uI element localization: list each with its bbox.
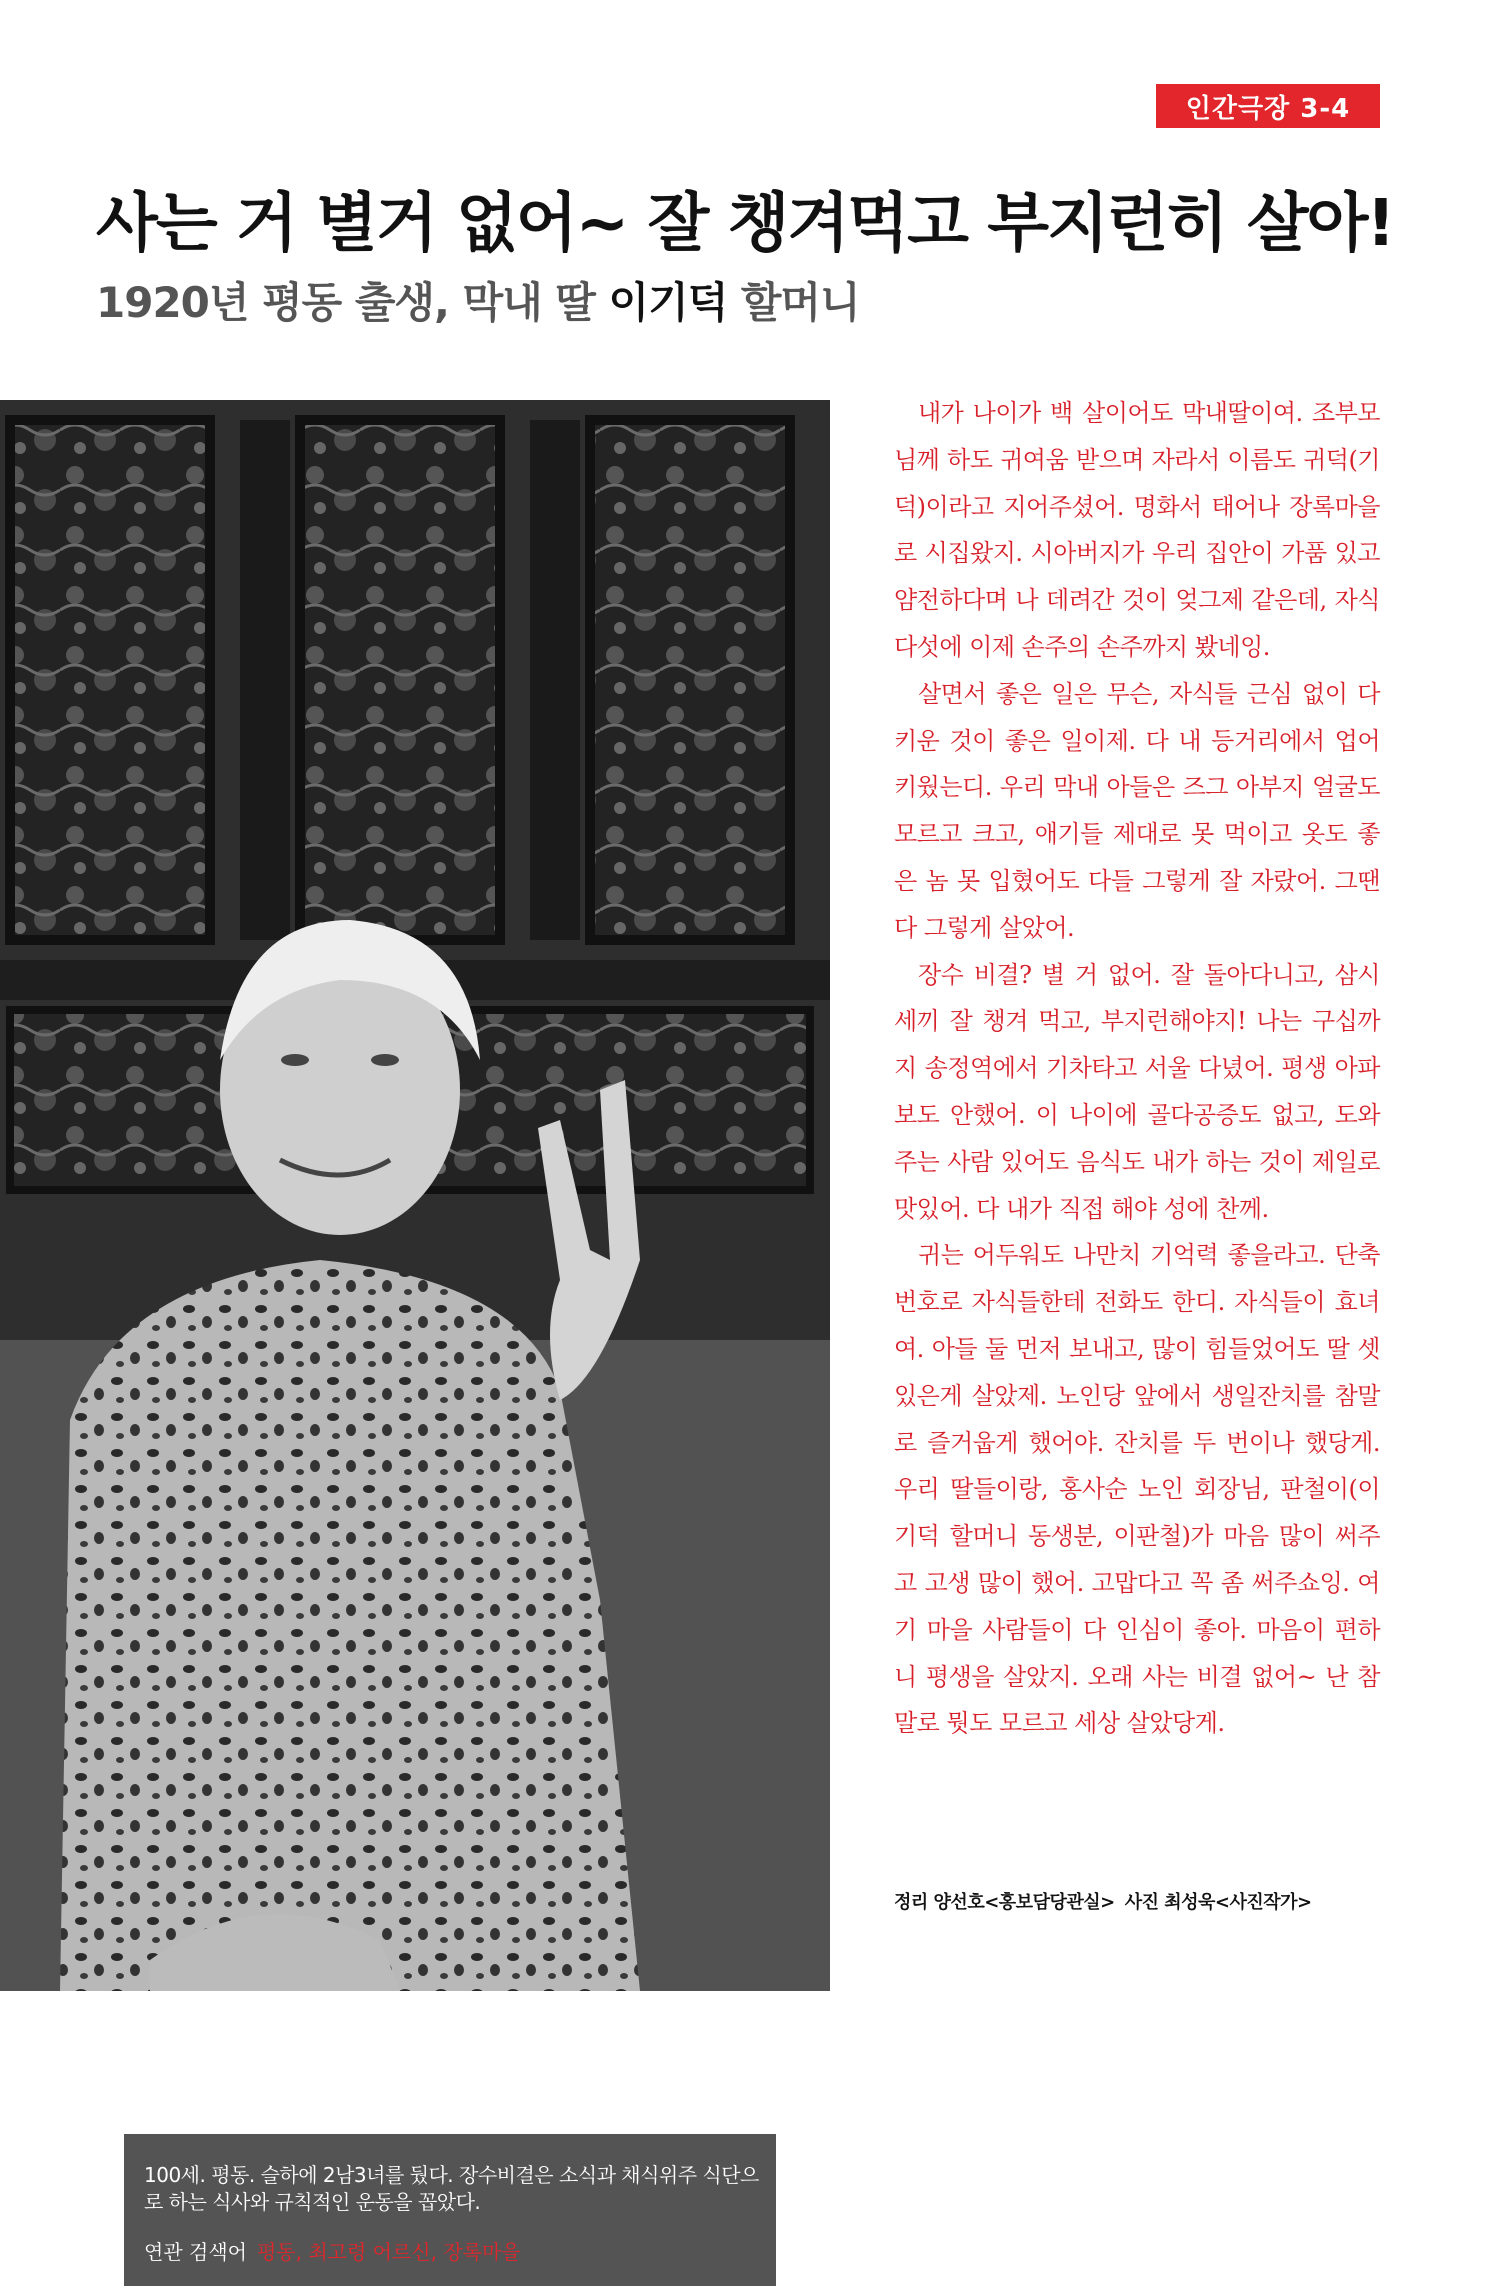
subtitle-prefix: 1920년 평동 출생, 막내 딸 xyxy=(96,278,609,327)
photo-caption xyxy=(124,2134,776,2286)
related-search xyxy=(144,2236,521,2265)
subtitle-name: 이기덕 xyxy=(608,278,728,327)
paragraph: 살면서 좋은 일은 무슨, 자식들 근심 없이 다 키운 것이 좋은 일이제. 다 내 등거리에서 업어 키웠는디. 우리 막내 아들은 즈그 아부지 얼굴도 모르고 크고, 애기들 제대로 못 먹이고 옷도 좋은 놈 못 입혔어도 다들 그렇게 잘 자랐어. 그땐 다 그렇게 살았어. xyxy=(894,679,1380,942)
article-body xyxy=(894,390,1380,1747)
photographer-credit: 사진 최성욱<사진작가> xyxy=(1124,1892,1312,1913)
page-subtitle xyxy=(96,270,860,330)
article-credit xyxy=(894,1888,1322,1914)
caption-text: 100세. 평동. 슬하에 2남3녀를 뒀다. 장수비결은 소식과 채식위주 식단으로 하는 식사와 규칙적인 운동을 꼽았다. xyxy=(144,2163,759,2214)
editor-credit: 정리 양선호<홍보담당관실> xyxy=(894,1892,1115,1913)
paragraph: 귀는 어두워도 나만치 기억력 좋을라고. 단축번호로 자식들한테 전화도 한디. 자식들이 효녀여. 아들 둘 먼저 보내고, 많이 힘들었어도 딸 셋 있은게 살았제. 노인당 앞에서 생일잔치를 참말로 즐거웁게 했어야. 잔치를 두 번이나 했당게. 우리 딸들이랑, 홍사순 노인 회장님, 판철이(이기덕 할머니 동생분, 이판철)가 마음 많이 써주고 고생 많이 했어. 고맙다고 꼭 좀 써주쇼잉. 여기 마을 사람들이 다 인심이 좋아. 마음이 편하니 평생을 살았지. 오래 사는 비결 없어~ 난 참말로 뭣도 모르고 세상 살았당게. xyxy=(894,1241,1380,1738)
paragraph: 장수 비결? 별 거 없어. 잘 돌아다니고, 삼시 세끼 잘 챙겨 먹고, 부지런해야지! 나는 구십까지 송정역에서 기차타고 서울 다녔어. 평생 아파보도 안했어. 이 나이에 골다공증도 없고, 도와주는 사람 있어도 음식도 내가 하는 것이 제일로 맛있어. 다 내가 직접 해야 성에 찬께. xyxy=(894,960,1380,1223)
related-label: 연관 검색어 xyxy=(144,2240,247,2264)
paragraph: 내가 나이가 백 살이어도 막내딸이여. 조부모님께 하도 귀여움 받으며 자라서 이름도 귀덕(기덕)이라고 지어주셨어. 명화서 태어나 장록마을로 시집왔지. 시아버지가 우리 집안이 가품 있고 얌전하다며 나 데려간 것이 엊그제 같은데, 자식 다섯에 이제 손주의 손주까지 봤네잉. xyxy=(894,399,1380,661)
subtitle-suffix: 할머니 xyxy=(727,278,860,327)
related-tags: 평동, 최고령 어르신, 장록마을 xyxy=(256,2240,521,2264)
portrait-illustration xyxy=(0,400,830,1991)
page-title: 사는 거 별거 없어~ 잘 챙겨먹고 부지런히 살아! xyxy=(96,187,1394,261)
section-badge: 인간극장 3-4 xyxy=(1156,84,1380,128)
portrait-photo xyxy=(0,400,830,2264)
